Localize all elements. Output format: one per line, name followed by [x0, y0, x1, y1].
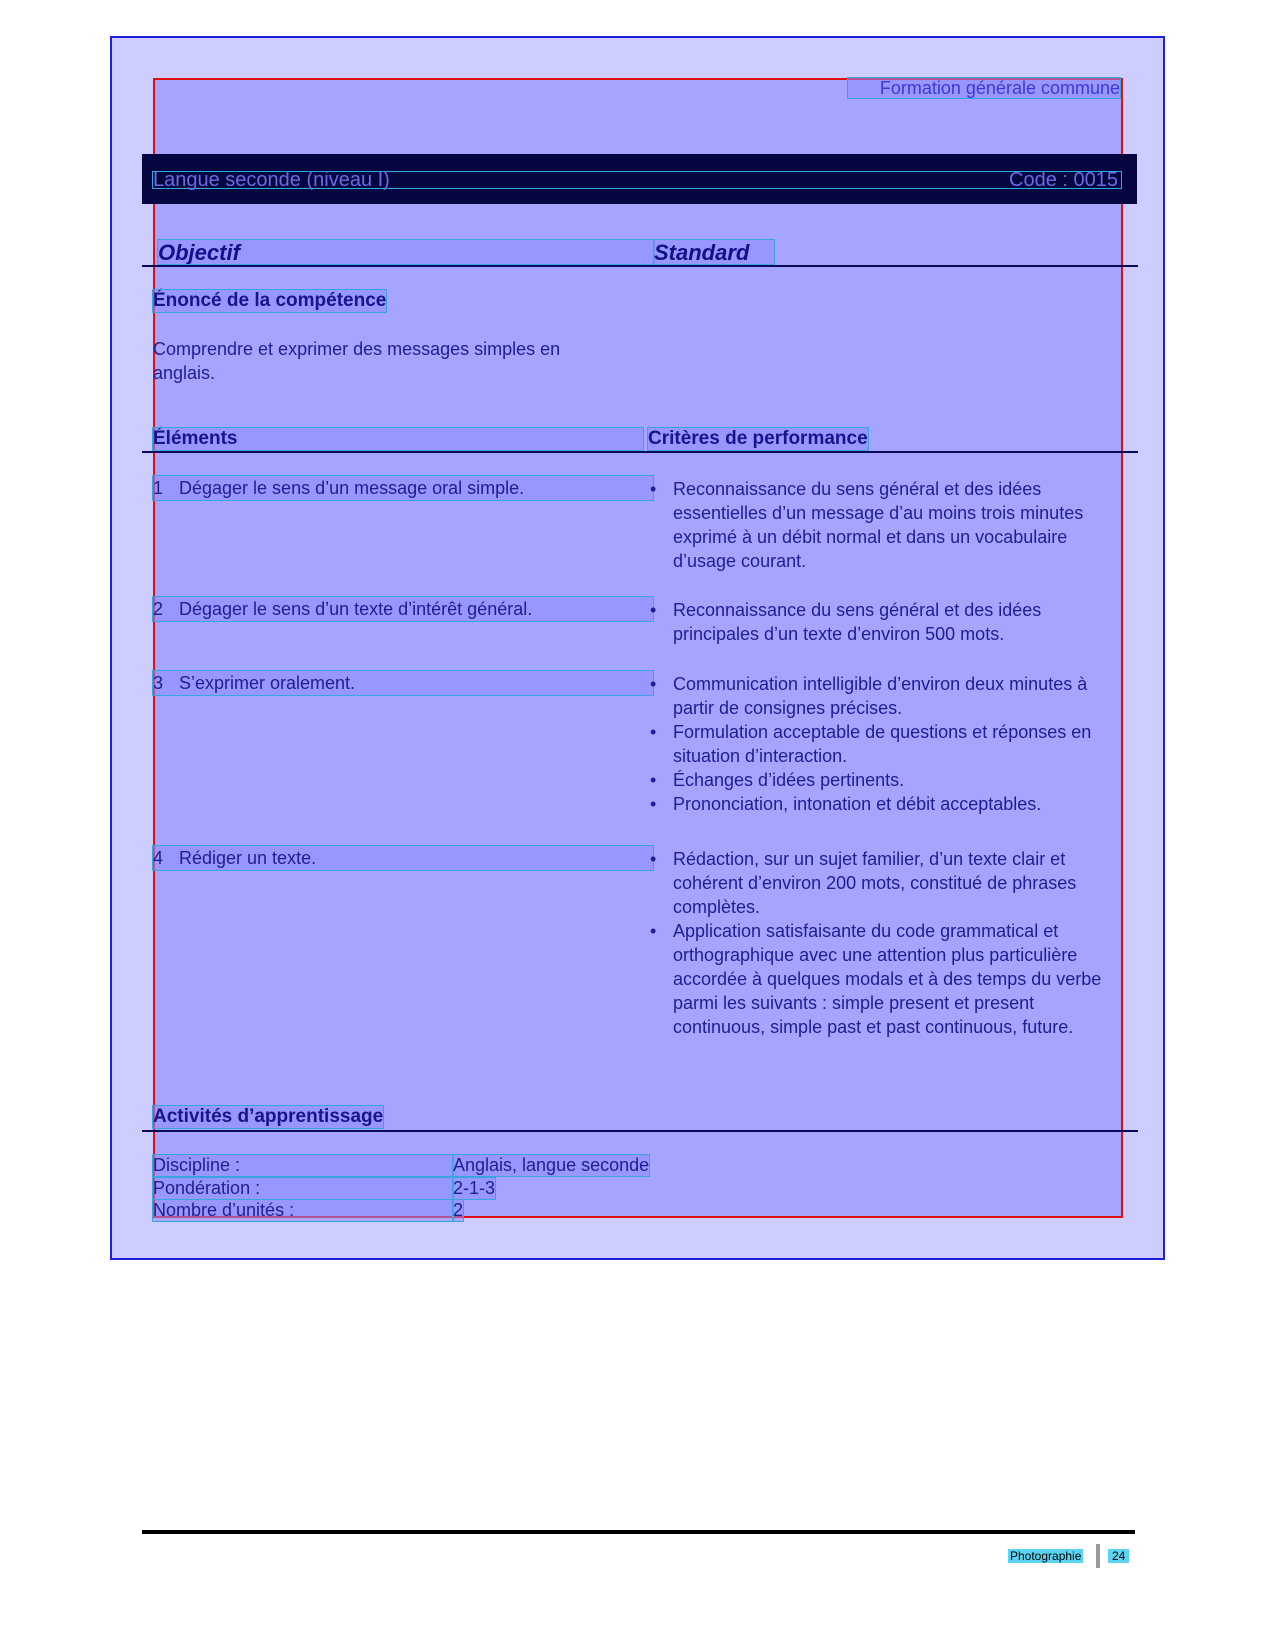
footer-rule — [142, 1530, 1135, 1534]
element-text: Rédiger un texte. — [179, 848, 317, 868]
criterion-item: • Rédaction, sur un sujet familier, d’un texte clair et cohérent d’environ 200 mots, constitué de phrases complètes. — [648, 847, 1126, 919]
units-label: Nombre d’unités : — [153, 1200, 453, 1221]
elements-heading: Éléments — [153, 428, 643, 450]
competency-text: Comprendre et exprimer des messages simples en anglais. — [153, 339, 561, 383]
activities-divider — [142, 1130, 1138, 1132]
criteria-list-1 — [648, 477, 1126, 573]
element-2 — [153, 597, 653, 621]
criteria-list-2 — [648, 598, 1126, 646]
criteria-list-3 — [648, 672, 1126, 816]
criterion-item: • Reconnaissance du sens général et des idées principales d’un texte d’environ 500 mots. — [648, 598, 1126, 646]
heading-divider — [142, 265, 1138, 267]
criteria-list-4 — [648, 847, 1126, 1039]
criterion-item: • Communication intelligible d’environ deux minutes à partir de consignes précises. — [648, 672, 1126, 720]
element-text: Dégager le sens d’un message oral simple. — [179, 478, 525, 498]
criteria-heading: Critères de performance — [648, 428, 868, 449]
criterion-item: • Application satisfaisante du code grammatical et orthographique avec une attention plus particulière accordée à quelques modals et à des temps du verbe parmi les suivants : simple present et present continuous, simple past et past continuous, future. — [648, 919, 1126, 1039]
criterion-item: • Reconnaissance du sens général et des idées essentielles d’un message d’au moins trois minutes exprimé à un débit normal et dans un vocabulaire d’usage courant. — [648, 477, 1126, 573]
footer-program-name: Photographie — [1010, 1549, 1082, 1563]
activities-heading: Activités d’apprentissage — [153, 1106, 384, 1127]
criterion-item: • Échanges d’idées pertinents. — [648, 768, 1126, 792]
objective-heading: Objectif — [158, 240, 654, 264]
element-number: 3 — [153, 673, 164, 693]
element-number: 2 — [153, 599, 164, 619]
discipline-value: Anglais, langue seconde — [453, 1155, 650, 1175]
footer-separator — [1096, 1544, 1100, 1568]
element-text: Dégager le sens d’un texte d’intérêt général. — [179, 599, 533, 619]
table-divider — [142, 451, 1138, 453]
course-code: Code : 0015 — [1009, 169, 1118, 191]
page-number: 24 — [1108, 1549, 1129, 1563]
element-number: 1 — [153, 478, 164, 498]
course-title: Langue seconde (niveau I) — [153, 169, 390, 191]
units-value: 2 — [453, 1200, 464, 1220]
weighting-value: 2-1-3 — [453, 1178, 496, 1198]
standard-heading: Standard — [654, 240, 774, 264]
discipline-label: Discipline : — [153, 1155, 453, 1176]
competency-heading: Énoncé de la compétence — [153, 290, 387, 311]
element-text: S’exprimer oralement. — [179, 673, 356, 693]
element-4 — [153, 846, 653, 870]
element-3 — [153, 671, 653, 695]
element-number: 4 — [153, 848, 164, 868]
weighting-label: Pondération : — [153, 1178, 453, 1199]
criterion-item: • Prononciation, intonation et débit acceptables. — [648, 792, 1126, 816]
criterion-item: • Formulation acceptable de questions et réponses en situation d’interaction. — [648, 720, 1126, 768]
program-label: Formation générale commune — [848, 78, 1120, 98]
element-1 — [153, 476, 653, 500]
